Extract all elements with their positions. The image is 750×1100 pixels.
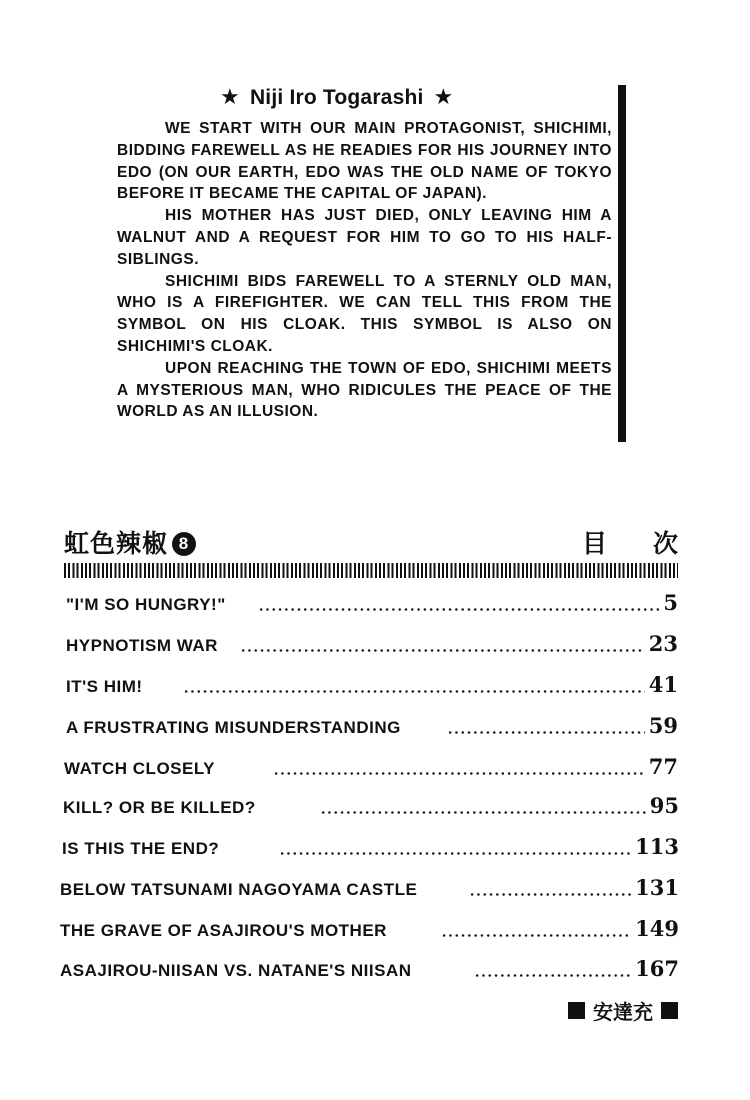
toc-entry-page: 59 [648,713,678,738]
toc-header [64,524,724,558]
summary-paragraph: WE START WITH OUR MAIN PROTAGONIST, SHICHIMI, BIDDING FAREWELL AS HE READIES FOR HIS JOURNEY INTO EDO (ON OUR EARTH, EDO WAS THE OLD NAME OF TOKYO BEFORE IT BECAME THE CAPITAL OF JAPAN). [117,120,612,203]
toc-entry-page: 167 [635,956,679,981]
author-name: 安達充 [593,1000,653,1024]
volume-title-text: 虹色辣椒 [64,529,169,558]
toc-entry-page: 23 [648,631,678,656]
toc-entry-page: 149 [635,916,679,941]
contents-label: 目次 [581,529,724,558]
toc-entry-title: WATCH CLOSELY [64,759,216,778]
square-bullet-icon [661,1002,678,1019]
dot-leader [273,772,645,775]
toc-entry [64,754,678,784]
toc-entry [66,590,678,620]
dot-leader [474,974,632,977]
toc-entry [66,713,678,743]
barcode-divider [64,563,678,578]
summary-title [220,84,530,110]
star-icon: ★ [433,84,454,109]
summary-title-text: Niji Iro Togarashi [249,86,424,109]
summary-body [117,118,612,423]
toc-entry [60,956,679,986]
toc-entry [60,875,679,905]
toc-entry-page: 95 [649,793,679,818]
dot-leader [183,690,645,693]
toc-entry [62,834,679,864]
toc-entry-title: IS THIS THE END? [62,839,220,858]
toc-entry-title: "I'M SO HUNGRY!" [66,595,226,614]
toc-entry [60,916,679,946]
toc-entry-page: 77 [648,754,678,779]
summary-paragraph: HIS MOTHER HAS JUST DIED, ONLY LEAVING HIM A WALNUT AND A REQUEST FOR HIM TO GO TO HIS HALF-SIBLINGS. [117,207,612,268]
star-icon: ★ [220,84,240,109]
toc-entry-title: IT'S HIM! [66,677,143,696]
toc-entry-title: KILL? OR BE KILLED? [63,798,256,817]
toc-entry-page: 131 [635,875,679,900]
toc-entry-page: 5 [663,590,678,615]
toc-entry-title: BELOW TATSUNAMI NAGOYAMA CASTLE [60,880,418,899]
dot-leader [469,893,631,896]
dot-leader [447,731,645,734]
summary-paragraph: UPON REACHING THE TOWN OF EDO, SHICHIMI MEETS A MYSTERIOUS MAN, WHO RIDICULES THE PEACE OF THE WORLD AS AN ILLUSION. [117,359,612,421]
toc-entry-page: 41 [648,672,678,697]
volume-number-badge: 8 [172,532,196,556]
dot-leader [258,608,660,611]
dot-leader [320,811,646,814]
author-line [568,996,678,1025]
toc-entry [63,793,679,823]
dot-leader [240,649,645,652]
volume-title [64,524,196,560]
toc-entry [66,631,678,661]
toc-entry-title: ASAJIROU-NIISAN VS. NATANE'S NIISAN [60,961,412,980]
toc-entry [66,672,678,702]
toc-entry-title: A FRUSTRATING MISUNDERSTANDING [66,718,401,737]
toc-entry-title: THE GRAVE OF ASAJIROU'S MOTHER [60,921,387,940]
toc-entry-title: HYPNOTISM WAR [66,636,218,655]
square-bullet-icon [568,1002,585,1019]
dot-leader [279,852,631,855]
summary-paragraph: SHICHIMI BIDS FAREWELL TO A STERNLY OLD MAN, WHO IS A FIREFIGHTER. WE CAN TELL THIS FROM THE SYMBOL ON HIS CLOAK. THIS SYMBOL IS ALSO ON SHICHIMI'S CLOAK. [117,272,612,355]
toc-entry-page: 113 [635,834,679,859]
dot-leader [441,934,631,937]
summary-side-bar [618,85,626,442]
